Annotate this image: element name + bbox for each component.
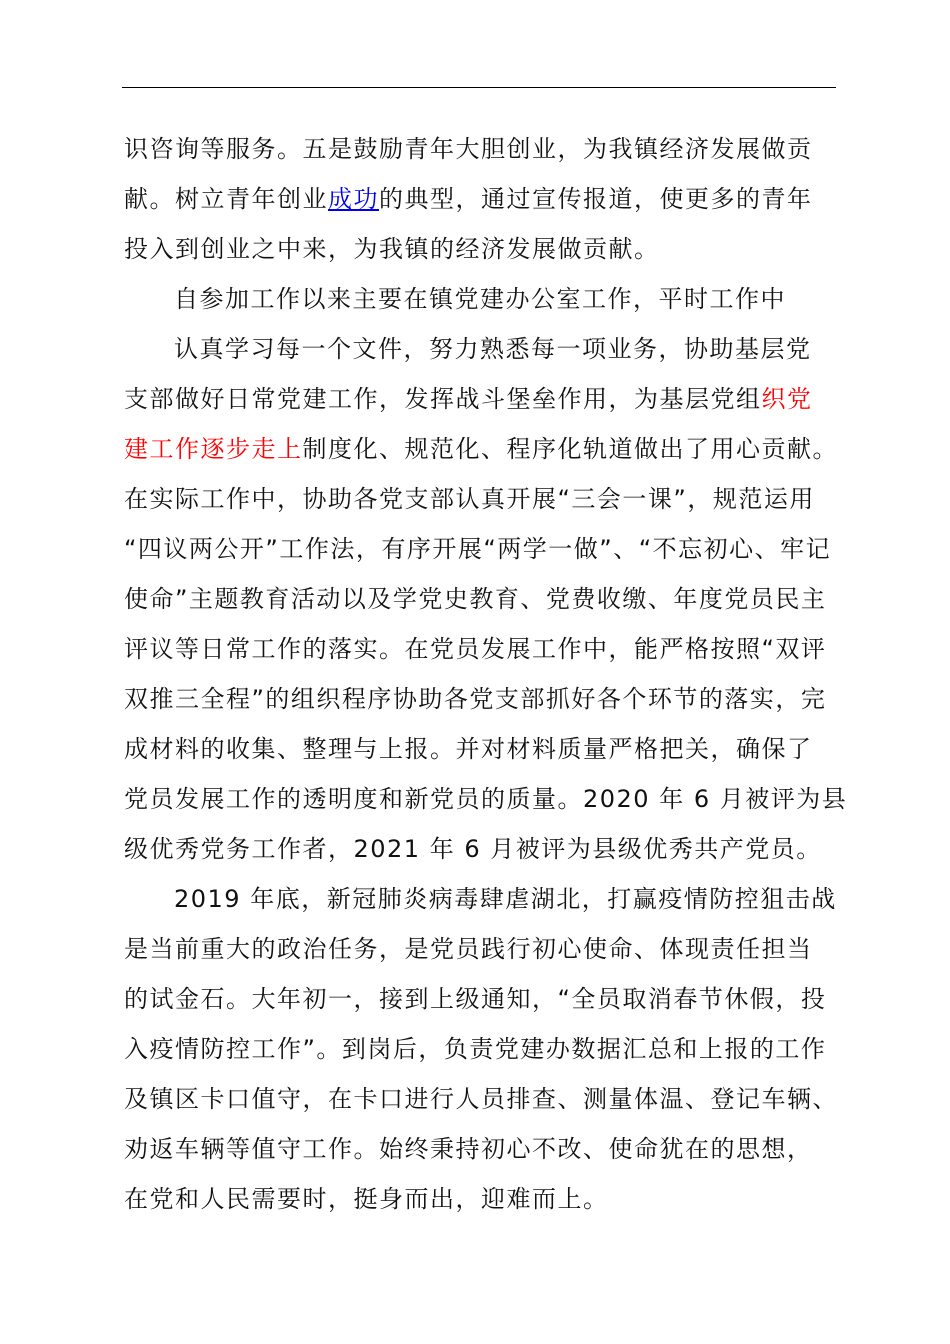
paragraph-start-line: 2019 年底，新冠肺炎病毒肆虐湖北，打赢疫情防控狙击战 [174, 885, 837, 913]
text-line: 建工作逐步走上制度化、规范化、程序化轨道做出了用心贡献。 [124, 435, 838, 463]
text-line: 在实际工作中，协助各党支部认真开展“三会一课”，规范运用 [124, 485, 815, 513]
text-line: 及镇区卡口值守，在卡口进行人员排查、测量体温、登记车辆、 [124, 1085, 838, 1113]
highlighted-text: 建工作逐步走上 [124, 435, 303, 463]
text-line: 投入到创业之中来，为我镇的经济发展做贡献。 [124, 235, 660, 263]
text-line: 双推三全程”的组织程序协助各党支部抓好各个环节的落实，完 [124, 685, 827, 713]
paragraph-start-line: 自参加工作以来主要在镇党建办公室工作，平时工作中 [174, 285, 786, 313]
text-line: 劝返车辆等值守工作。始终秉持初心不改、使命犹在的思想， [124, 1135, 813, 1163]
text-line: 级优秀党务工作者，2021 年 6 月被评为县级优秀共产党员。 [124, 835, 822, 863]
text-line: 是当前重大的政治任务，是党员践行初心使命、体现责任担当 [124, 935, 813, 963]
text-line: 的试金石。大年初一，接到上级通知，“全员取消春节休假，投 [124, 985, 827, 1013]
text-line: 党员发展工作的透明度和新党员的质量。2020 年 6 月被评为县 [124, 785, 848, 813]
success-link[interactable]: 成功 [328, 185, 379, 213]
text-line: 识咨询等服务。五是鼓励青年大胆创业，为我镇经济发展做贡 [124, 135, 813, 163]
text-line: 评议等日常工作的落实。在党员发展工作中，能严格按照“双评 [124, 635, 827, 663]
text-line: 支部做好日常党建工作，发挥战斗堡垒作用，为基层党组织党 [124, 385, 813, 413]
text-line: 入疫情防控工作”。到岗后，负责党建办数据汇总和上报的工作 [124, 1035, 827, 1063]
header-rule [122, 87, 836, 88]
highlighted-text: 织党 [761, 385, 813, 413]
text-line: 成材料的收集、整理与上报。并对材料质量严格把关，确保了 [124, 735, 813, 763]
paragraph-start-line: 认真学习每一个文件，努力熟悉每一项业务，协助基层党 [174, 335, 812, 363]
text-line: 在党和人民需要时，挺身而出，迎难而上。 [124, 1185, 609, 1213]
text-line: 使命”主题教育活动以及学党史教育、党费收缴、年度党员民主 [124, 585, 827, 613]
text-line: 献。树立青年创业成功的典型，通过宣传报道，使更多的青年 [124, 185, 813, 213]
text-line: “四议两公开”工作法，有序开展“两学一做”、“不忘初心、牢记 [124, 535, 832, 563]
